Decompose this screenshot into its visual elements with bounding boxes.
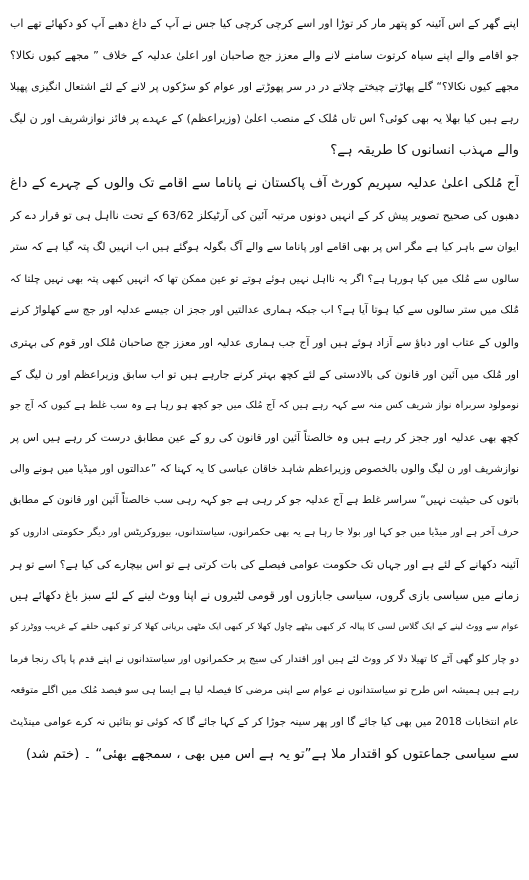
text-line: اور مُلک میں آئین اور قانون کی بالادستی کے لئے کچھ بہتر کرنے جارہے ہیں تو اب سابق وزیراعظم اور ن لیگ کے	[10, 367, 519, 381]
text-line: حرف آخر ہے اور میڈیا میں جو کہا اور بولا جا رہا ہے یہ بھی حکمرانوں، سیاستدانوں، بیوروکریٹس اور دیگر حکومتی اداروں کو	[10, 527, 519, 538]
text-line: نومولود سربراہ نواز شریف کس منہ سے کہہ رہے ہیں کہ آج مُلک میں جو کچھ ہو رہا ہے وہ سب غلط ہے کیوں کہ آج جو	[10, 400, 519, 412]
text-line: نوازشریف اور ن لیگ والوں بالخصوص وزیراعظم شاہد خاقان عباسی کا یہ کہنا کہ ”عدالتوں اور میڈیا میں ہونے والی	[10, 462, 519, 475]
text-line: والوں کے عتاب اور دباؤ سے آزاد ہوئے ہیں اور آج جب ہماری عدلیہ اور معزز جج صاحبان مُلک اور قوم کی بہتری	[10, 335, 519, 349]
text-line: مجھے کیوں نکالا؟“ گلے پھاڑتے چیختے چلاتے در در سر پھوڑتے اور عوام کو سڑکوں پر لانے کے لئے اشتعال انگیزی پھیلا	[10, 80, 519, 94]
text-line: اپنے گھر کے اس آئینہ کو پتھر مار کر توڑا اور اسے کرچی کرچی کیا جس نے آپ کے داغ دھبے آپ کو دکھائے تھے اب	[10, 17, 519, 30]
text-line: دھبوں کی صحیح تصویر پیش کر کے انہیں دونوں مرتبہ آئین کی آرٹیکلز 63/62 کے تحت نااہل ہی تو قرار دے کر	[10, 209, 519, 223]
text-line: زمانے میں سیاسی بازی گروں، سیاسی جابازوں اور قومی لٹیروں نے اپنا ووٹ لینے کے لئے سبز باغ دکھائے ہیں	[10, 588, 519, 603]
text-line: آج مُلکی اعلیٰ عدلیہ سپریم کورٹ آف پاکستان نے پاناما سے اقامے تک والوں کے چہرے کے داغ	[10, 176, 519, 192]
text-line: رہے ہیں ہمیشہ اس طرح تو سیاستدانوں نے عوام سے اپنی مرضی کا فیصلہ لیا ہے ایسا ہی سو فیصد مُلک میں اگلے متوقعہ	[10, 685, 519, 697]
paragraph-2	[10, 168, 519, 770]
text-line: رہے ہیں کیا بھلا یہ بھی کوئی؟ اس تاں مُلک کے منصب اعلیٰ (وزیراعظم) کے عہدے پر فائز نوازشریف اور ن لیگ	[10, 112, 519, 126]
text-line: سے سیاسی جماعتوں کو اقتدار ملا ہے”تو یہ ہے اس میں بھی ، سمجھے بھئی“ ۔ (ختم شد)	[25, 746, 519, 762]
text-line: عام انتخابات 2018 میں بھی کیا جائے گا اور پھر سینہ جوڑا کر کے کہا جائے گا کہ کوئی تو بتائیں نہ کرے عوامی مینڈیٹ	[10, 716, 519, 729]
text-line: جو اقامے والے اپنے سیاہ کرتوت سامنے لانے والے معزز جج صاحبان اور اعلیٰ عدلیہ کے خلاف ” مجھے کیوں نکالا؟	[10, 48, 519, 62]
paragraph-1	[10, 8, 519, 166]
text-line: والے مہذب انسانوں کا طریقہ ہے؟	[330, 142, 519, 158]
text-line: آئینہ دکھانے کے لئے ہے اور جہاں تک حکومت عوامی فیصلے کی بات کرتی ہے تو اس بیچارے کی کیا ہے؟ اسے تو ہر	[10, 557, 519, 571]
text-line: سالوں سے مُلک میں کیا ہورہا ہے؟ اگر یہ نااہل نہیں ہوئے ہوتے تو عین ممکن تھا کہ انہیں کبھی پتہ بھی نہیں چلتا کہ	[10, 273, 519, 285]
text-line: مُلک میں ستر سالوں سے کیا ہوتا آیا ہے؟ اب جبکہ ہماری عدالتیں اور ججز ان جیسے عدلیہ اور جج سے کھلواڑ کرنے	[10, 304, 519, 317]
text-line: ایوان سے باہر کیا ہے مگر اس پر بھی اقامے اور پاناما سے والے آگ بگولہ ہوگئے ہیں اب انہیں لگ پتہ گیا ہے کہ ستر	[10, 240, 519, 253]
text-line: باتوں کی حیثیت نہیں“ سراسر غلط ہے آج عدلیہ جو کر رہی ہے جو کہہ رہی سب خالصتاً آئین اور قانون کے مطابق	[10, 494, 519, 507]
text-line: دو چار کلو گھی آٹے کا تھیلا دلا کر ووٹ لئے ہیں اور اقتدار کی سیج پر حکمرانوں اور سیاستدانوں نے اپنے قدم پا پاک رنجا فرما	[10, 653, 519, 665]
text-line: کچھ بھی عدلیہ اور ججز کر رہے ہیں وہ خالصتاً آئین اور قانون کی رو کے عین مطابق درست کر رہے ہیں اس پر	[10, 430, 519, 444]
text-line: عوام سے ووٹ لینے کے ایک گلاس لسی کا پیالہ کر کبھی بیٹھے چاول کھلا کر کبھی ایک مٹھی بریانی کھلا کر تو کبھی حلقے کے غریب ووٹرز کو	[10, 622, 519, 633]
